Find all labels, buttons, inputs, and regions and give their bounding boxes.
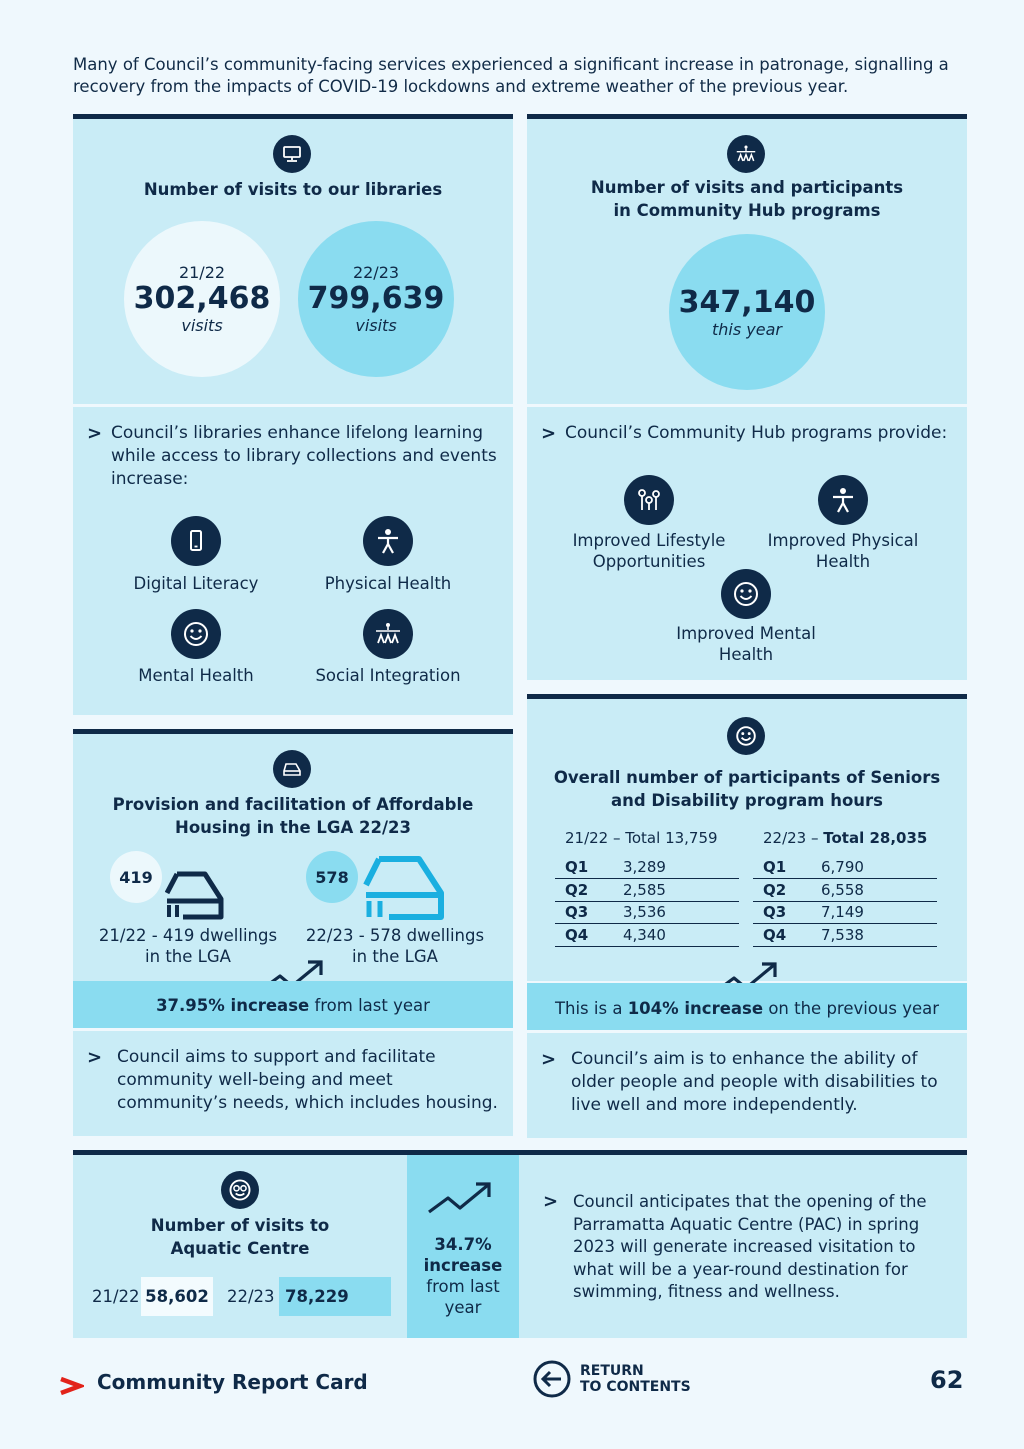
page-number: 62 [930,1366,964,1394]
seniors-increase-pre: This is a [554,999,628,1018]
chevron-right-icon: > [87,1047,103,1068]
seniors-increase-bold: 104% increase [627,999,764,1018]
hub-feature-mental [657,623,835,665]
chevron-right-icon: > [87,423,103,444]
aquatic-bullet-text: Council anticipates that the opening of the Parramatta Aquatic Centre (PAC) in spring 2023 will generate increased visitation to what will be a year-round destination for swimming, fitness and wellness. [573,1192,927,1301]
libraries-curr-unit: visits [355,316,397,335]
housing-bullet [87,1046,507,1115]
aquatic-pct: 34.7% [434,1235,492,1254]
hub-feature-lifestyle [560,530,738,572]
smiley-icon [721,569,771,619]
libraries-bullet-text: Council’s libraries enhance lifelong learning while access to library collections and events increase: [111,423,497,489]
group-icon [727,135,765,173]
seniors-bullet [541,1048,961,1117]
seniors-curr-header [763,829,927,847]
chevron-right-icon: > [541,423,557,444]
seniors-prev-table [555,856,739,947]
seniors-curr-header-bold: Total 28,035 [823,829,928,847]
aquatic-title-line2: Aquatic Centre [170,1239,310,1258]
goggles-icon [221,1171,259,1209]
quarter-value: 7,538 [811,924,937,947]
aquatic-title-line1: Number of visits to [150,1216,330,1235]
hub-value: 347,140 [678,284,816,320]
housing-increase-bold: 37.95% increase [156,996,310,1015]
aquatic-pct-l3: from last [426,1277,500,1296]
housing-curr-badge: 578 [306,851,358,903]
table-row [753,901,937,924]
trend-up-icon [426,1180,496,1216]
libraries-curr-year: 22/23 [352,263,400,282]
house-icon [273,750,311,788]
quarter-label: Q2 [753,879,811,902]
seniors-increase-post: on the previous year [763,999,940,1018]
libraries-prev-year: 21/22 [178,263,226,282]
person-icon [818,475,868,525]
seniors-increase-band [527,983,967,1030]
smiley-icon [171,609,221,659]
hub-feature-lifestyle-l2: Opportunities [592,552,706,571]
aquatic-increase-text [407,1234,519,1318]
housing-increase-rest: from last year [309,996,430,1015]
housing-curr-caption-l2: in the LGA [352,947,438,966]
quarter-label: Q4 [753,924,811,947]
libraries-curr-circle [298,221,454,377]
libraries-prev-unit: visits [181,316,223,335]
smiley-icon [727,717,765,755]
table-row [555,856,739,879]
table-row [753,856,937,879]
quarter-value: 2,585 [613,879,739,902]
quarter-value: 3,289 [613,856,739,879]
aquatic-title [73,1214,407,1260]
aquatic-prev-value: 58,602 [141,1277,213,1316]
housing-curr-caption-l1: 22/23 - 578 dwellings [305,926,485,945]
quarter-label: Q1 [753,856,811,879]
hub-bullet-text: Council’s Community Hub programs provide: [565,423,948,443]
housing-title [73,793,513,839]
quarter-value: 6,558 [811,879,937,902]
quarter-label: Q2 [555,879,613,902]
monitor-icon [273,135,311,173]
seniors-curr-table [753,856,937,947]
quarter-label: Q4 [555,924,613,947]
seniors-bullet-text: Council’s aim is to enhance the ability of older people and people with disabilities to live well and more independently. [571,1049,938,1115]
hub-feature-lifestyle-l1: Improved Lifestyle [572,531,726,550]
feature-digital-literacy: Digital Literacy [133,574,259,593]
seniors-title [527,766,967,812]
libraries-prev-value: 302,468 [133,281,271,316]
feature-mental-health: Mental Health [138,666,254,685]
housing-prev-badge: 419 [110,851,162,903]
aquatic-pct-l4: year [444,1298,482,1317]
hub-title-line1: Number of visits and participants [590,178,904,197]
red-chevron-icon [58,1376,84,1396]
housing-title-line2: Housing in the LGA 22/23 [175,818,411,837]
hub-feature-mental-l2: Health [718,645,774,664]
table-row [555,924,739,947]
group-icon [363,609,413,659]
housing-bullet-text: Council aims to support and facilitate community well-being and meet community’s needs, which includes housing. [117,1047,498,1113]
libraries-prev-circle [124,221,280,377]
aquatic-curr-year: 22/23 [227,1287,275,1306]
return-to-contents-link[interactable] [532,1358,692,1402]
seniors-curr-header-prefix: 22/23 – [763,829,824,847]
quarter-label: Q1 [555,856,613,879]
quarter-value: 3,536 [613,901,739,924]
hub-feature-mental-l1: Improved Mental [676,624,816,643]
intro-text: Many of Council’s community-facing services experienced a significant increase in patronage, signalling a recovery from the impacts of COVID-19 lockdowns and extreme weather of the previous year. [73,55,949,96]
quarter-label: Q3 [753,901,811,924]
feature-physical-health: Physical Health [324,574,452,593]
quarter-value: 7,149 [811,901,937,924]
return-label-l2: TO CONTENTS [580,1379,691,1395]
aquatic-prev-year: 21/22 [92,1287,140,1306]
return-label-l1: RETURN [580,1363,644,1379]
housing-prev-caption-l1: 21/22 - 419 dwellings [98,926,278,945]
hub-title-line2: in Community Hub programs [613,201,881,220]
hub-feature-physical [754,530,932,572]
footer-title: Community Report Card [97,1370,368,1394]
arrow-left-circle-icon [532,1359,572,1399]
hub-feature-physical-l2: Health [815,552,871,571]
hub-title [527,176,967,222]
hub-bullet [541,422,961,445]
hub-feature-physical-l1: Improved Physical [767,531,919,550]
feature-social-integration: Social Integration [315,666,461,685]
aquatic-curr-value: 78,229 [279,1277,391,1316]
table-row [555,901,739,924]
libraries-curr-value: 799,639 [307,281,445,316]
hub-circle [669,234,825,390]
lifestyle-pins-icon [624,475,674,525]
house-outline-large-icon [363,855,445,921]
person-icon [363,516,413,566]
seniors-title-line2: and Disability program hours [610,791,883,810]
aquatic-bullet [543,1191,951,1304]
housing-title-line1: Provision and facilitation of Affordable [112,795,474,814]
seniors-title-line1: Overall number of participants of Seniors [553,768,941,787]
quarter-label: Q3 [555,901,613,924]
table-row [753,924,937,947]
house-outline-icon [165,871,225,921]
quarter-value: 6,790 [811,856,937,879]
seniors-prev-header: 21/22 – Total 13,759 [565,829,718,847]
hub-unit: this year [712,319,782,339]
housing-prev-caption-l2: in the LGA [145,947,231,966]
libraries-title: Number of visits to our libraries [143,180,443,199]
tablet-icon [171,516,221,566]
table-row [555,879,739,902]
quarter-value: 4,340 [613,924,739,947]
libraries-bullet [87,422,497,491]
return-label [580,1363,691,1395]
chevron-right-icon: > [541,1049,557,1070]
table-row [753,879,937,902]
housing-increase-band [73,981,513,1028]
chevron-right-icon: > [543,1191,559,1212]
aquatic-pct-l2: increase [423,1256,503,1275]
